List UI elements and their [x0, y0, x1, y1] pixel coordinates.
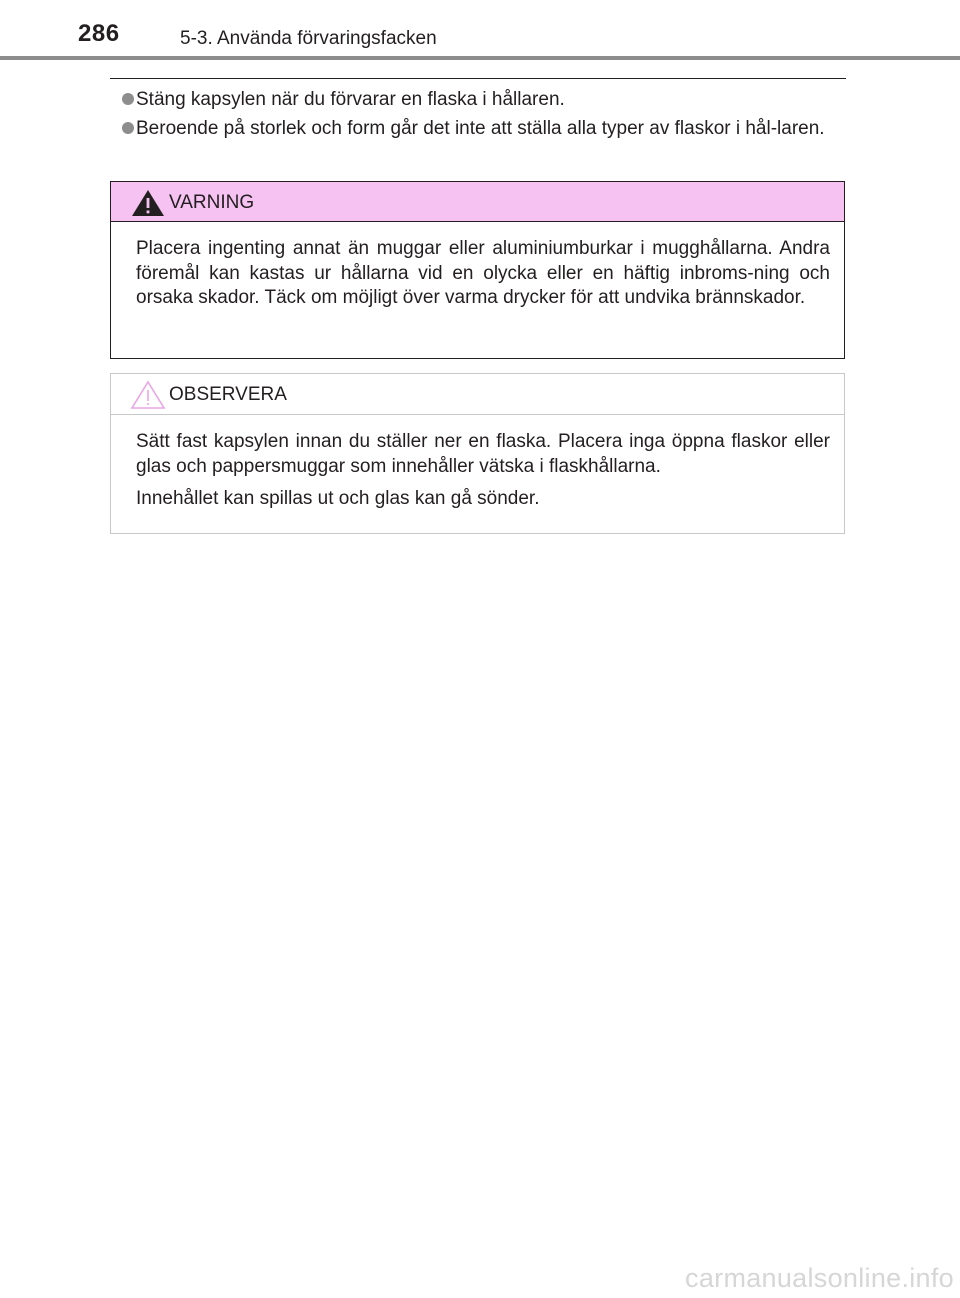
list-item [120, 86, 846, 113]
bullet-dot-icon [122, 93, 134, 105]
list-item [120, 115, 846, 142]
notice-header [111, 374, 844, 415]
bullet-text: Beroende på storlek och form går det inte att ställa alla typer av flaskor i hål-laren. [136, 118, 825, 139]
notice-body [111, 415, 844, 512]
section-title: 5-3. Använda förvaringsfacken [180, 28, 437, 49]
page-number: 286 [78, 20, 120, 47]
page-header [0, 0, 960, 60]
bullet-text: Stäng kapsylen när du förvarar en flaska i hållaren. [136, 89, 565, 110]
bullet-list [120, 86, 846, 144]
warning-triangle-filled-icon [129, 188, 167, 218]
warning-box [110, 181, 845, 359]
notice-paragraph: Innehållet kan spillas ut och glas kan gå sönder. [136, 488, 540, 509]
content-rule [110, 78, 846, 79]
watermark-text: carmanualsonline.info [685, 1263, 954, 1293]
bullet-dot-icon [122, 122, 134, 134]
caution-triangle-outline-icon [129, 380, 167, 410]
notice-paragraph: Sätt fast kapsylen innan du ställer ner en flaska. Placera inga öppna flaskor eller glas och pappersmuggar som innehåller vätska i flaskhållarna. [136, 431, 830, 477]
notice-box [110, 373, 845, 534]
warning-header [111, 182, 844, 222]
warning-body [111, 222, 844, 311]
warning-paragraph: Placera ingenting annat än muggar eller aluminiumburkar i mugghållarna. Andra föremål kan kastas ur hållarna vid en olycka eller en häftig inbroms-ning och orsaka skador. Täck om möjligt över varma drycker för att undvika brännskador. [136, 238, 830, 308]
header-rule [0, 56, 960, 60]
notice-label: OBSERVERA [169, 384, 287, 405]
warning-label: VARNING [169, 192, 255, 213]
